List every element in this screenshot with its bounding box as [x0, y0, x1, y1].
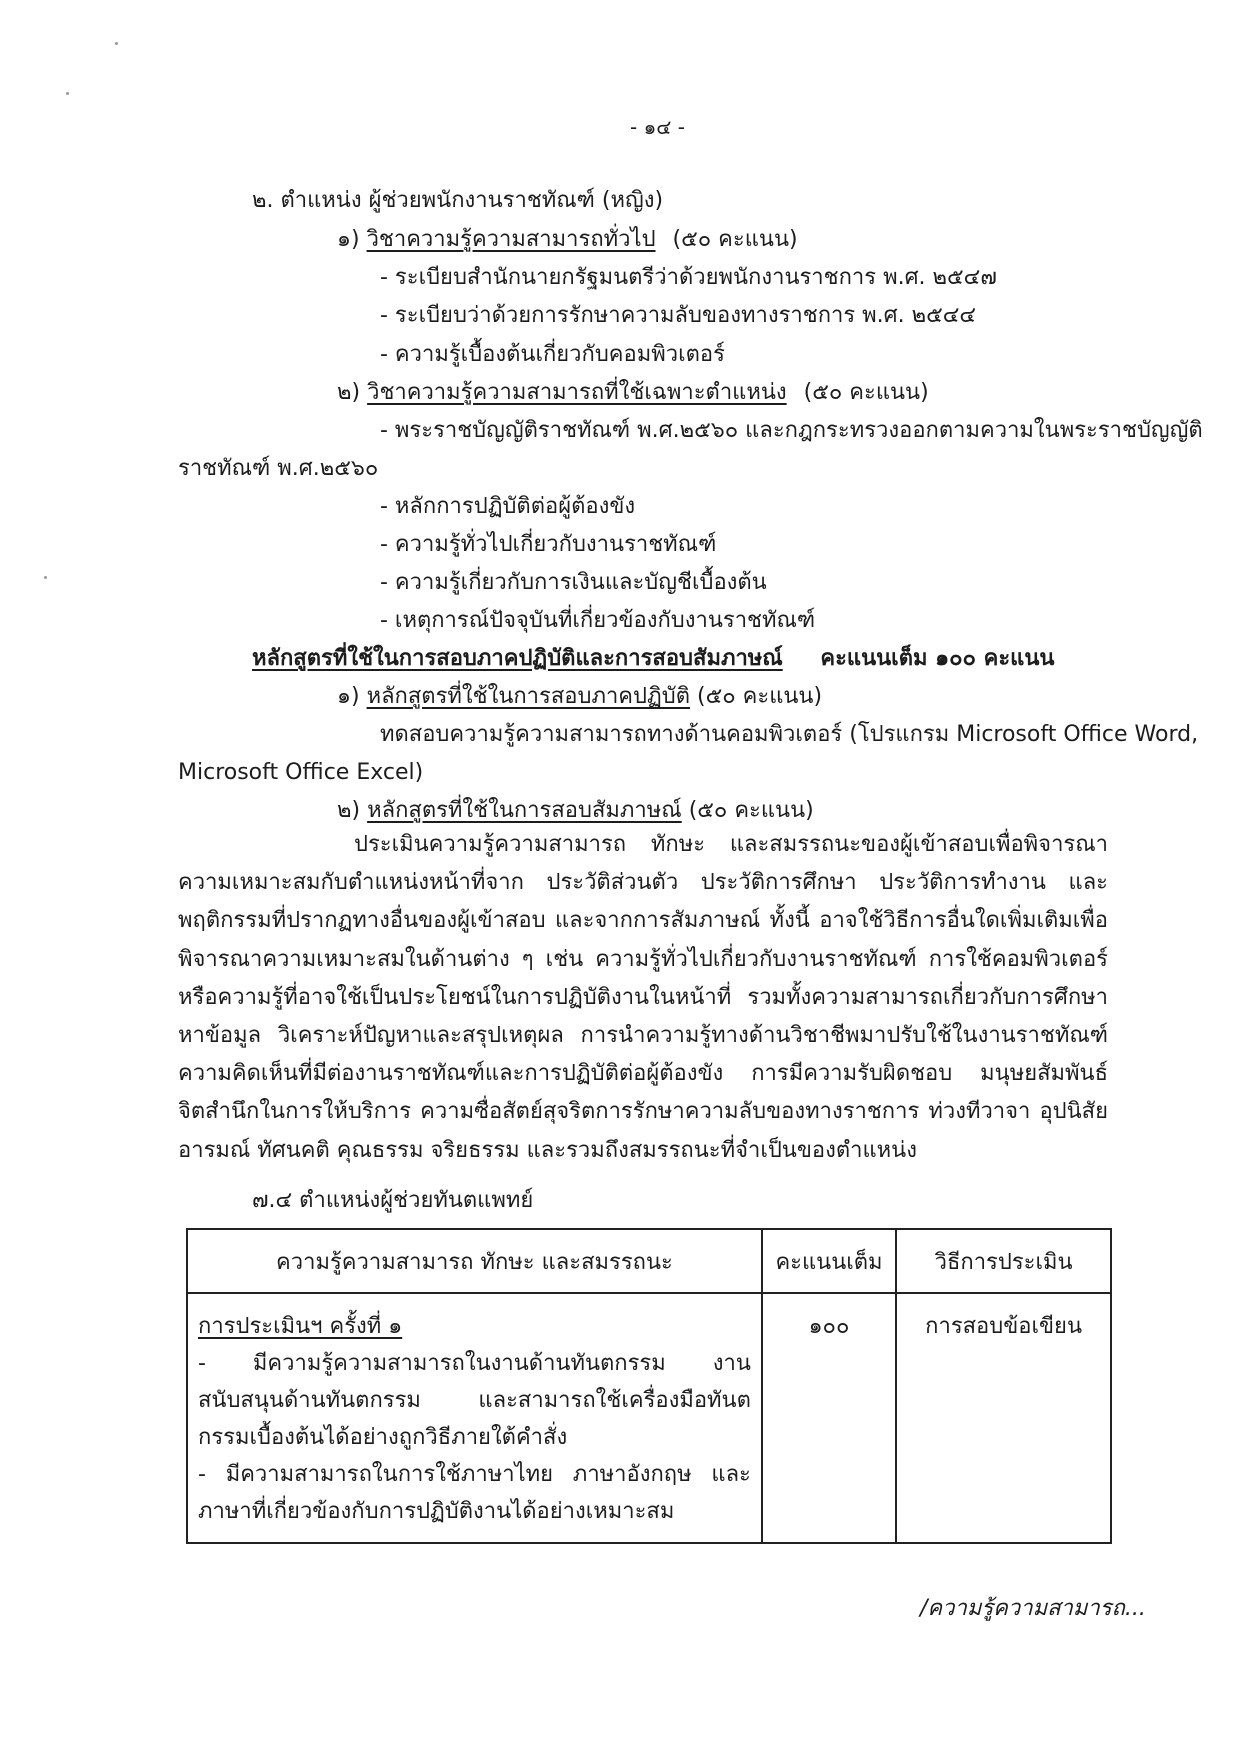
scan-speck [115, 42, 118, 45]
subject-2-number: ๒) [337, 380, 361, 405]
subject-2-item: - พระราชบัญญัติราชทัณฑ์ พ.ศ.๒๕๖๐ และกฎกระทรวงออกตามความในพระราชบัญญัติ [380, 418, 1203, 443]
subject-2-item: - ความรู้เกี่ยวกับการเงินและบัญชีเบื้องต้น [380, 570, 767, 595]
practical-2-score: (๕๐ คะแนน) [688, 798, 814, 823]
subject-1-item: - ความรู้เบื้องต้นเกี่ยวกับคอมพิวเตอร์ [380, 342, 725, 367]
competency-item: - มีความรู้ความสามารถในงานด้านทันตกรรม งานสนับสนุนด้านทันตกรรม และสามารถใช้เครื่องมือทันตกรรมเบื้องต้นได้อย่างถูกวิธีภายใต้คำสั่ง [198, 1351, 751, 1450]
practical-2-line [337, 798, 814, 824]
subject-2-item: - เหตุการณ์ปัจจุบันที่เกี่ยวข้องกับงานราชทัณฑ์ [380, 608, 816, 633]
table-row [187, 1293, 1111, 1543]
subject-1-item: - ระเบียบสำนักนายกรัฐมนตรีว่าด้วยพนักงานราชการ พ.ศ. ๒๕๔๗ [380, 265, 997, 290]
scan-speck [66, 92, 69, 95]
interview-paragraph [178, 826, 1108, 1170]
continuation-note: /ความรู้ความสามารถ... [920, 1596, 1146, 1621]
practical-total-score: คะแนนเต็ม ๑๐๐ คะแนน [820, 646, 1055, 671]
subject-2-line [337, 380, 929, 406]
practical-1-number: ๑) [337, 684, 360, 709]
scan-speck [44, 576, 47, 579]
subject-2-item-continued: ราชทัณฑ์ พ.ศ.๒๕๖๐ [178, 456, 379, 481]
column-header-competency: ความรู้ความสามารถ ทักษะ และสมรรถนะ [187, 1229, 762, 1293]
subject-2-title: วิชาความรู้ความสามารถที่ใช้เฉพาะตำแหน่ง [367, 380, 787, 405]
section-7-4-heading: ๗.๔ ตำแหน่งผู้ช่วยทันตแพทย์ [252, 1188, 534, 1213]
assessment-round-title: การประเมินฯ ครั้งที่ ๑ [198, 1314, 403, 1339]
subject-1-title: วิชาความรู้ความสามารถทั่วไป [366, 227, 656, 252]
subject-1-number: ๑) [337, 227, 360, 252]
practical-1-text: ทดสอบความรู้ความสามารถทางด้านคอมพิวเตอร์ (โปรแกรม Microsoft Office Word, [380, 722, 1199, 747]
practical-2-title: หลักสูตรที่ใช้ในการสอบสัมภาษณ์ [367, 798, 682, 823]
practical-2-number: ๒) [337, 798, 361, 823]
section-2-heading: ๒. ตำแหน่ง ผู้ช่วยพนักงานราชทัณฑ์ (หญิง) [252, 188, 664, 213]
column-header-full-score: คะแนนเต็ม [762, 1229, 896, 1293]
subject-1-item: - ระเบียบว่าด้วยการรักษาความลับของทางราชการ พ.ศ. ๒๕๔๔ [380, 303, 977, 328]
interview-paragraph-text: ประเมินความรู้ความสามารถ ทักษะ และสมรรถนะของผู้เข้าสอบเพื่อพิจารณาความเหมาะสมกับตำแหน่งหน้าที่จาก ประวัติส่วนตัว ประวัติการศึกษา ประวัติการทำงาน และพฤติกรรมที่ปรากฏทางอื่นของผู้เข้าสอบ และจากการสัมภาษณ์ ทั้งนี้ อาจใช้วิธีการอื่นใดเพิ่มเติมเพื่อพิจารณาความเหมาะสมในด้านต่าง ๆ เช่น ความรู้ทั่วไปเกี่ยวกับงานราชทัณฑ์ การใช้คอมพิวเตอร์ หรือความรู้ที่อาจใช้เป็นประโยชน์ในการปฏิบัติงานในหน้าที่ รวมทั้งความสามารถเกี่ยวกับการศึกษาหาข้อมูล วิเคราะห์ปัญหาและสรุปเหตุผล การนำความรู้ทางด้านวิชาชีพมาปรับใช้ในงานราชทัณฑ์ ความคิดเห็นที่มีต่องานราชทัณฑ์และการปฏิบัติต่อผู้ต้องขัง การมีความรับผิดชอบ มนุษยสัมพันธ์ จิตสำนึกในการให้บริการ ความซื่อสัตย์สุจริตการรักษาความลับของทางราชการ ท่วงทีวาจา อุปนิสัย อารมณ์ ทัศนคติ คุณธรรม จริยธรรม และรวมถึงสมรรถนะที่จำเป็นของตำแหน่ง [178, 832, 1108, 1163]
column-header-method: วิธีการประเมิน [896, 1229, 1111, 1293]
practical-heading: หลักสูตรที่ใช้ในการสอบภาคปฏิบัติและการสอบสัมภาษณ์ [252, 646, 783, 671]
practical-1-title: หลักสูตรที่ใช้ในการสอบภาคปฏิบัติ [366, 684, 691, 709]
method-cell: การสอบข้อเขียน [896, 1293, 1111, 1543]
competency-item: - มีความสามารถในการใช้ภาษาไทย ภาษาอังกฤษ และภาษาที่เกี่ยวข้องกับการปฏิบัติงานได้อย่างเหมาะสม [198, 1462, 751, 1524]
practical-1-text-continued: Microsoft Office Excel) [178, 760, 424, 785]
practical-heading-line [252, 646, 1054, 672]
subject-2-score: (๕๐ คะแนน) [803, 380, 929, 405]
subject-2-item: - หลักการปฏิบัติต่อผู้ต้องขัง [380, 494, 636, 519]
full-score-cell: ๑๐๐ [762, 1293, 896, 1543]
subject-1-line [337, 227, 798, 253]
assessment-table [186, 1228, 1112, 1544]
subject-1-score: (๕๐ คะแนน) [672, 227, 798, 252]
competency-cell [187, 1293, 762, 1543]
subject-2-item: - ความรู้ทั่วไปเกี่ยวกับงานราชทัณฑ์ [380, 532, 717, 557]
practical-1-line [337, 684, 822, 710]
page-number: - ๑๔ - [630, 115, 685, 139]
practical-1-score: (๕๐ คะแนน) [697, 684, 823, 709]
table-header-row [187, 1229, 1111, 1293]
